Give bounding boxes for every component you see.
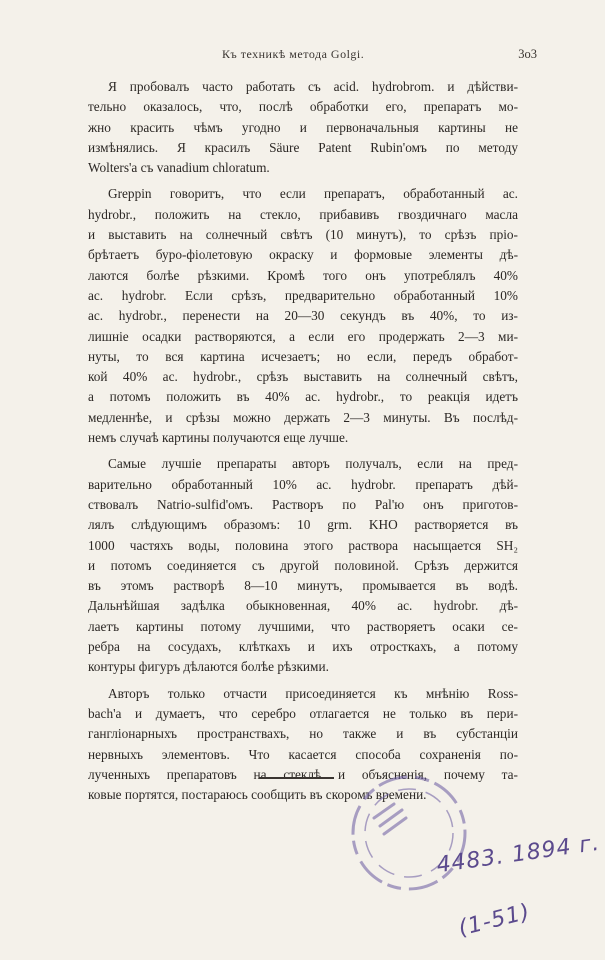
- text-line: жно красить чѣмъ угодно и первоначальныя картины не: [88, 119, 518, 135]
- paragraph-1: [88, 77, 518, 178]
- text-line: Wolters'a съ vanadium chloratum.: [88, 160, 270, 176]
- text-line: Самые лучшiе препараты авторъ получалъ, если на пред-: [108, 456, 518, 472]
- text-line: 1000 частяхъ воды, половина этого раствора насыщается SH₂: [88, 537, 518, 553]
- text-line: немъ случаѣ картины получаются еще лучше.: [88, 430, 349, 446]
- text-line: лаются болѣе рѣзкими. Кромѣ того онъ употреблялъ 40%: [88, 267, 518, 283]
- text-line: нервныхъ элементовъ. Что касается способа сохраненiя по-: [88, 746, 518, 762]
- text-line: контуры фигуръ дѣлаются болѣе рѣзкими.: [88, 659, 329, 675]
- page-header: [0, 47, 605, 65]
- paragraph-2: [88, 184, 518, 448]
- shelf-mark: (1-51): [456, 899, 534, 942]
- text-line: нуты, то вся картина исчезаетъ; но если, передъ обработ-: [88, 348, 518, 364]
- text-line: лученныхъ препаратовъ на стеклѣ и объясненiя, почему та-: [88, 766, 518, 782]
- paragraph-3: [88, 454, 518, 677]
- text-line: кой 40% ac. hydrobr., срѣзъ выставить на солнечный свѣтъ,: [88, 369, 518, 385]
- text-line: Дальнѣйшая задѣлка обыкновенная, 40% ac. hydrobr. дѣ-: [88, 598, 518, 614]
- text-line: Я пробовалъ часто работать съ acid. hydrobrom. и дѣйстви-: [108, 79, 518, 94]
- text-line: hydrobr., положить на стекло, прибавивъ гвоздичнаго масла: [88, 206, 518, 222]
- running-title: Къ техникѣ метода Golgi.: [222, 47, 365, 61]
- text-line: лаетъ картины потому лучшими, что растворяетъ осаки се-: [88, 618, 518, 634]
- text-line: тельно оказалось, что, послѣ обработки его, препаратъ мо-: [88, 99, 518, 115]
- text-line: ганглiонарныхъ пространствахъ, но также и въ субстанцiи: [88, 726, 518, 742]
- body-text: [88, 77, 518, 811]
- text-line: въ этомъ растворѣ 8—10 минутъ, промывается въ водѣ.: [88, 578, 518, 594]
- text-line: брѣтаетъ буро-фiолетовую окраску и формовые элементы дѣ-: [88, 247, 518, 263]
- text-line: bach'a и думаетъ, что серебро отлагается не только въ пери-: [88, 705, 518, 721]
- text-line: измѣнялись. Я красилъ Säure Patent Rubin'омъ по методу: [88, 139, 518, 155]
- text-line: ребра на сосудахъ, клѣткахъ и ихъ отросткахъ, а потому: [88, 639, 518, 655]
- text-line: ac. hydrobr. Если срѣзъ, предварительно обработанный 10%: [88, 287, 518, 303]
- text-line: ковые портятся, постараюсь сообщить въ скоромъ времени.: [88, 787, 427, 803]
- text-line: а потомъ положить въ 40% ac. hydrobr., то реакцiя идетъ: [88, 389, 518, 405]
- text-line: медленнѣе, и срѣзы можно держать 2—3 минуты. Въ послѣд-: [88, 409, 518, 425]
- text-line: и выставить на солнечный свѣтъ (10 минутъ), то срѣзъ прio-: [88, 227, 518, 243]
- page-number: 3o3: [518, 47, 537, 61]
- text-line: лишнiе осадки растворяются, а если его продержать 2—3 ми-: [88, 328, 518, 344]
- inventory-number: 4483. 1894 г.: [435, 830, 602, 879]
- text-line: Greppin говоритъ, что если препаратъ, обработанный ac.: [108, 186, 518, 202]
- text-line: ac. hydrobr., перенести на 20—30 секундъ въ 40%, то из-: [88, 308, 518, 324]
- text-line: лялъ слѣдующимъ образомъ: 10 grm. KHO растворяется въ: [88, 517, 518, 533]
- text-line: и потомъ соединяется съ другой половиной. Срѣзъ держится: [88, 557, 518, 573]
- text-line: ствовалъ Natrio-sulfid'омъ. Растворъ по Pal'ю онъ приготов-: [88, 496, 518, 512]
- text-line: Авторъ только отчасти присоединяется къ мнѣнiю Ross-: [108, 685, 518, 701]
- text-line: варительно обработанный 10% ac. hydrobr. препаратъ дѣй-: [88, 476, 518, 492]
- library-stamp-icon: [344, 768, 474, 898]
- end-rule: [259, 777, 334, 779]
